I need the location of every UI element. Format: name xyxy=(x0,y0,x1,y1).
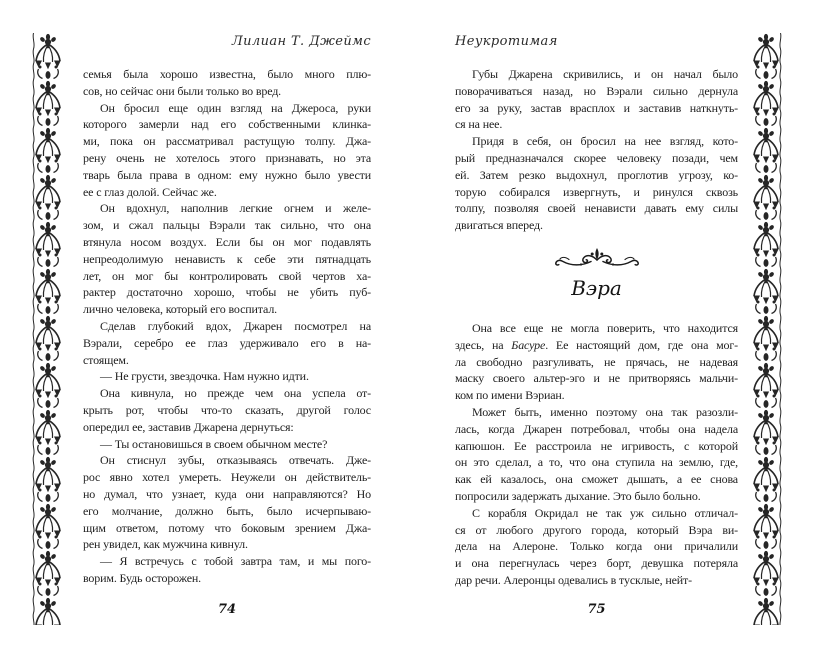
section-divider xyxy=(455,246,738,272)
text-line: рену очень не хотелось этого признавать, но эта xyxy=(83,150,371,165)
text-line: Может быть, именно поэтому она так разозли- xyxy=(472,404,738,419)
text-line: непреодолимую ненависть к себе эти пятнадцать xyxy=(83,251,371,266)
paragraph xyxy=(83,385,371,435)
floral-vine-border-left-icon xyxy=(30,33,64,625)
paragraph xyxy=(83,66,371,100)
text-line: крыть рот, чтобы что-то сказать, другой голос xyxy=(83,402,371,417)
paragraph xyxy=(455,505,738,589)
text-line: зом, и сжал пальцы Вэрали так сильно, что она xyxy=(83,218,371,233)
text-line: торую собирался извергнуть, и ринулся сквозь xyxy=(455,184,738,199)
text-line: семья была хорошо известна, было много плю- xyxy=(83,67,371,81)
text-line: С корабля Окридал не так уж сильно отличал- xyxy=(472,505,738,520)
text-line: лично человека, который его воспитал. xyxy=(83,302,278,317)
text-line: тварь была права в одном: ему нужно было увести xyxy=(83,167,371,182)
text-line: Он бросил еще один взгляд на Джероса, руки xyxy=(100,100,371,115)
text-line: ся от любого другого города, который Вэра ви- xyxy=(455,522,738,537)
text-line: рос явно хотел умереть. Неужели он действитель- xyxy=(83,470,371,485)
paragraph xyxy=(83,368,371,385)
right-page-body-after-chapter xyxy=(455,320,738,589)
text-line: рый предназначался скорее человеку позади, чем xyxy=(455,150,738,165)
page-number-right: 75 xyxy=(587,602,606,617)
text-line: как ей казалось, она сможет дышать, а ее снова xyxy=(455,472,738,487)
running-header-author: Лилиан Т. Джеймс xyxy=(231,34,371,49)
text-line: которого замерли над его собственными клинка- xyxy=(83,117,371,132)
running-header-book-title: Неукротимая xyxy=(455,34,558,49)
text-line: двигаться вперед. xyxy=(455,218,543,233)
text-line: ворим. Будь осторожен. xyxy=(83,570,202,585)
paragraph xyxy=(455,320,738,404)
text-line: толпу, позволяя своей ненависти давать ему силы xyxy=(455,201,738,216)
paragraph xyxy=(455,404,738,505)
text-line: ком по имени Вэриан. xyxy=(455,388,565,403)
right-page-body-before-chapter xyxy=(455,66,738,234)
text-line: ла свободно разгуливать, не прячась, не надевая xyxy=(455,354,738,369)
text-line: Сделав глубокий вдох, Джарен посмотрел на xyxy=(100,318,371,333)
paragraph xyxy=(83,452,371,553)
text-line: опередил ее, заставив Джарена дернуться: xyxy=(83,419,294,434)
text-line: Он стиснул зубы, отказываясь отвечать. Дже- xyxy=(100,453,371,468)
text-line: рен увидел, как мужчина кивнул. xyxy=(83,537,248,552)
text-line: ей. Затем резко выдохнул, проглотив угрозу, ко- xyxy=(455,167,738,182)
right-page xyxy=(455,34,738,661)
page-number-left: 74 xyxy=(217,602,237,617)
text-line: сов, но сейчас они были только во вред. xyxy=(83,83,282,98)
text-line: втянула носом воздух. Если бы он мог подавлять xyxy=(83,234,371,249)
text-line: — Ты остановишься в своем обычном месте? xyxy=(100,436,328,451)
paragraph xyxy=(455,133,738,234)
paragraph xyxy=(455,66,738,133)
text-line: Вэрали, серебро ее глаз удерживало его в на- xyxy=(83,335,371,350)
text-line: он это сделал, а то, что она ступила на землю, где, xyxy=(455,455,738,470)
text-line: лась, когда Джарен потребовал, чтобы она надела xyxy=(455,421,738,436)
text-line: рактер достаточно хорошо, чтобы не убить пуб- xyxy=(83,285,371,300)
text-line: дела на Алероне. Только когда они причалили xyxy=(455,539,738,554)
chapter-title: Вэра xyxy=(571,275,622,300)
text-line: щим ответом, потому что боковым зрением Джа- xyxy=(83,520,371,535)
paragraph xyxy=(83,200,371,318)
text-line: лет, он мог бы контролировать свой чертов ха- xyxy=(83,268,371,283)
text-line: капюшон. Ее расстроила не игривость, с которой xyxy=(455,438,738,453)
text-line: — Я встречусь с тобой завтра там, и мы пого- xyxy=(100,554,371,569)
paragraph xyxy=(83,553,371,587)
paragraph xyxy=(83,436,371,453)
paragraph xyxy=(83,318,371,368)
text-line: и она перегнулась через борт, девушка потеряла xyxy=(455,556,738,571)
text-line: попросили задержать дыхание. Это было больно. xyxy=(455,488,701,503)
flourish-divider-icon xyxy=(554,246,640,272)
text-line: но думал, что узнает, куда они направляются? Но xyxy=(83,486,371,501)
text-line: Он вдохнул, наполнив легкие огнем и желе- xyxy=(100,201,371,216)
text-line: здесь, на Басуре. Ее настоящий дом, где она мог- xyxy=(455,337,738,352)
text-line: маску своего альтер-эго и не притворяясь мальчи- xyxy=(455,371,738,386)
text-line: Губы Джарена скривились, и он начал было xyxy=(472,67,738,81)
text-line: Она все еще не могла поверить, что находится xyxy=(472,320,738,335)
text-line: Она кивнула, но прежде чем она успела от- xyxy=(100,386,371,401)
text-line: ми, пока он рассматривал растущую толпу. Джа- xyxy=(83,134,371,149)
floral-vine-border-right-icon xyxy=(750,33,784,625)
text-line: его за руку, застав врасплох и заставив наткнуть- xyxy=(455,100,738,115)
text-line: стоящем. xyxy=(83,352,129,367)
text-line: ся на нее. xyxy=(455,117,503,132)
text-line: его молчание, должно быть, было исчерпываю- xyxy=(83,503,371,518)
text-line: дар речи. Алеронцы одевались в тусклые, нейт- xyxy=(455,572,692,587)
text-line: ее с глаз долой. Сейчас же. xyxy=(83,184,217,199)
left-page-body xyxy=(83,66,371,587)
left-page xyxy=(83,34,371,661)
text-line: поворачиваться назад, но Вэрали сильно дернула xyxy=(455,83,738,98)
paragraph xyxy=(83,100,371,201)
text-line: Придя в себя, он бросил на нее взгляд, кото- xyxy=(472,134,738,149)
text-line: — Не грусти, звездочка. Нам нужно идти. xyxy=(100,369,309,384)
